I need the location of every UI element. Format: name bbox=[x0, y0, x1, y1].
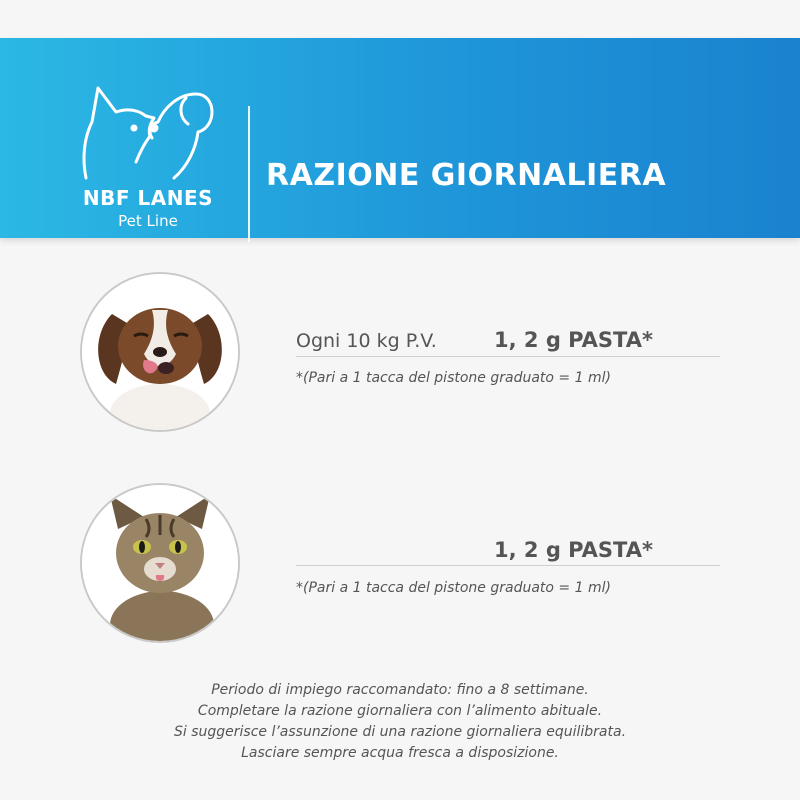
dog-dose-divider bbox=[296, 356, 720, 357]
instruction-line: Si suggerisce l’assunzione di una razione giornaliera equilibrata. bbox=[173, 724, 627, 740]
instruction-line: Periodo di impiego raccomandato: fino a 8 settimane. bbox=[211, 682, 589, 698]
cat-and-dog-silhouette-icon bbox=[78, 78, 218, 183]
dog-photo bbox=[80, 272, 240, 432]
top-strip bbox=[0, 0, 800, 38]
cat-photo bbox=[80, 483, 240, 643]
cat-dose-value: 1, 2 g PASTA* bbox=[494, 538, 653, 562]
instruction-line: Completare la razione giornaliera con l’alimento abituale. bbox=[197, 703, 603, 719]
header-banner bbox=[0, 38, 800, 238]
brand-subtitle: Pet Line bbox=[118, 212, 178, 230]
header-divider bbox=[248, 106, 250, 242]
usage-instructions bbox=[0, 680, 800, 764]
cat-dose-row bbox=[296, 540, 720, 566]
brand-name: NBF LANES bbox=[82, 186, 214, 210]
instruction-line: Lasciare sempre acqua fresca a disposizione. bbox=[241, 745, 559, 761]
brand-logo bbox=[78, 78, 218, 228]
dog-dose-value: 1, 2 g PASTA* bbox=[494, 328, 653, 352]
cat-dose-note: *(Pari a 1 tacca del pistone graduato = 1 ml) bbox=[296, 580, 611, 596]
dog-illustration bbox=[82, 274, 238, 430]
page-title: RAZIONE GIORNALIERA bbox=[266, 158, 667, 193]
cat-illustration bbox=[82, 485, 238, 641]
dog-dose-row bbox=[296, 330, 720, 356]
dog-dose-label: Ogni 10 kg P.V. bbox=[296, 330, 437, 352]
dog-dose-note: *(Pari a 1 tacca del pistone graduato = 1 ml) bbox=[296, 370, 611, 386]
cat-dose-divider bbox=[296, 565, 720, 566]
